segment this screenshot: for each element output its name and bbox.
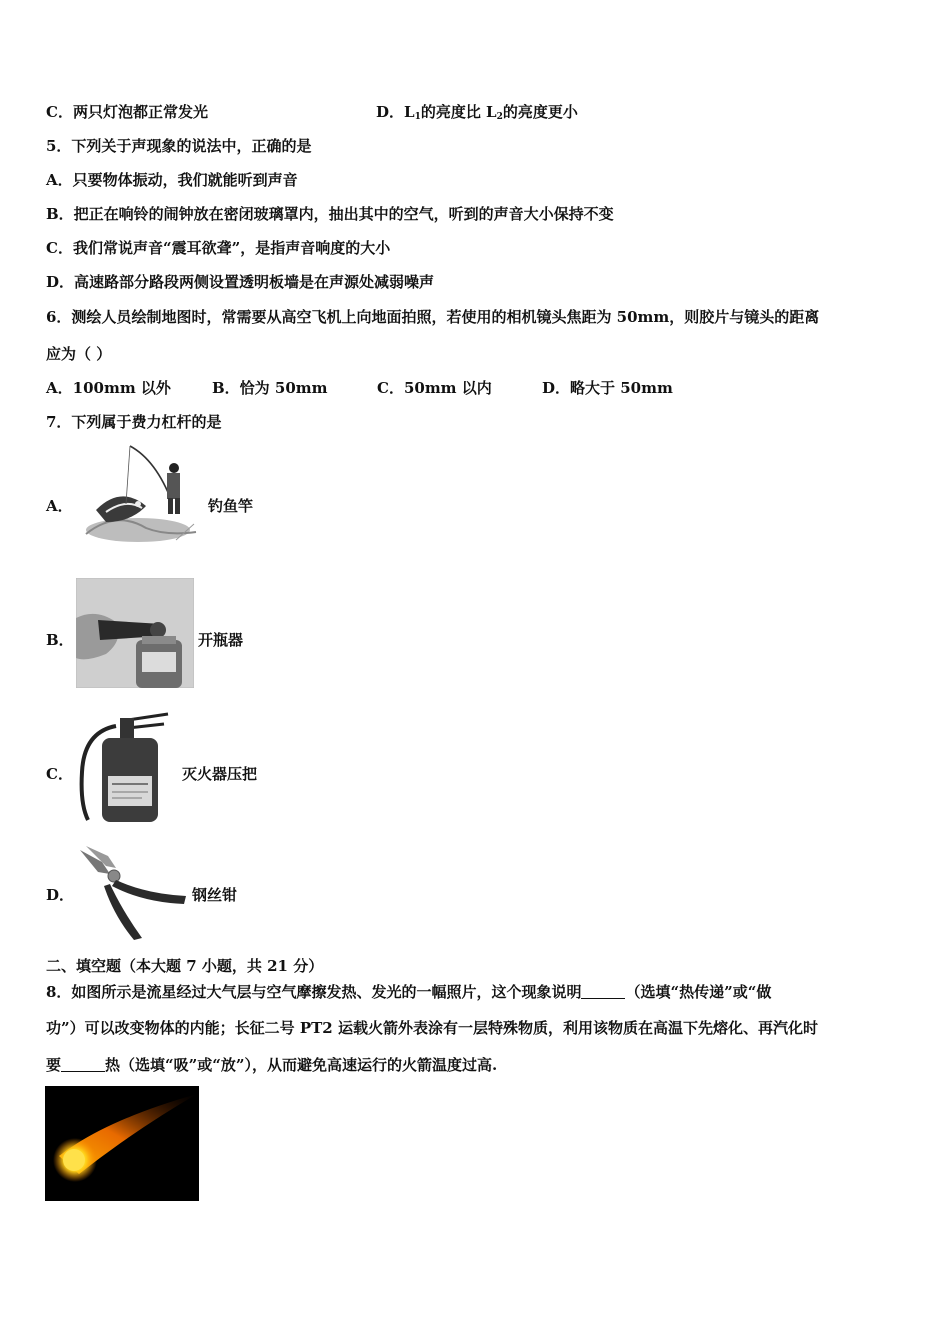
q5-option-a: A．只要物体振动，我们就能听到声音 bbox=[46, 171, 298, 189]
meteor-photo bbox=[45, 1086, 199, 1201]
q5-option-c: C．我们常说声音“震耳欲聋”，是指声音响度的大小 bbox=[46, 239, 391, 257]
q4-option-c: C．两只灯泡都正常发光 bbox=[46, 103, 208, 121]
q8-line3 bbox=[46, 1055, 497, 1075]
pliers-image bbox=[76, 844, 190, 942]
q8-line1-a: 8．如图所示是流星经过大气层与空气摩擦发热、发光的一幅照片，这个现象说明 bbox=[46, 983, 582, 1001]
q7-option-b-label: 开瓶器 bbox=[198, 631, 244, 649]
q6-option-c: C．50mm 以内 bbox=[377, 379, 492, 397]
q7-option-c-letter: C． bbox=[46, 765, 73, 783]
q7-option-d-label: 钢丝钳 bbox=[192, 886, 238, 904]
q8-blank-1 bbox=[581, 984, 625, 999]
q8-line2: 功”）可以改变物体的内能；长征二号 PT2 运载火箭外表涂有一层特殊物质，利用该物质在高温下先熔化、再汽化时 bbox=[46, 1019, 818, 1037]
q4-option-d-prefix: D．L bbox=[376, 103, 415, 121]
q7-option-b-letter: B． bbox=[46, 631, 74, 649]
q4-option-d-mid: 的亮度比 L bbox=[420, 103, 497, 121]
q8-line3-b: 热（选填“吸”或“放”），从而避免高速运行的火箭温度过高. bbox=[105, 1056, 498, 1074]
q6-option-a: A．100mm 以外 bbox=[46, 379, 171, 397]
q6-stem-line1: 6．测绘人员绘制地图时，常需要从高空飞机上向地面拍照，若使用的相机镜头焦距为 50mm，则胶片与镜头的距离 bbox=[46, 308, 820, 326]
q7-option-a-label: 钓鱼竿 bbox=[208, 497, 254, 515]
q6-option-b: B．恰为 50mm bbox=[212, 379, 328, 397]
q6-stem-line2: 应为（ ） bbox=[46, 345, 112, 363]
section2-title: 二、填空题（本大题 7 小题，共 21 分） bbox=[46, 957, 324, 975]
q5-stem: 5．下列关于声现象的说法中，正确的是 bbox=[46, 137, 312, 155]
q8-blank-2 bbox=[61, 1057, 105, 1072]
q4-option-d-sub1: 1 bbox=[414, 112, 421, 122]
fire-extinguisher-image bbox=[76, 712, 174, 822]
fishing-rod-image bbox=[76, 440, 210, 548]
q7-option-a-letter: A． bbox=[46, 497, 73, 515]
q8-line1-b: （选填“热传递”或“做 bbox=[625, 983, 772, 1001]
q8-line1 bbox=[46, 982, 771, 1002]
q7-stem: 7．下列属于费力杠杆的是 bbox=[46, 413, 222, 431]
q7-option-d-letter: D． bbox=[46, 886, 75, 904]
q5-option-d: D．高速路部分路段两侧设置透明板墙是在声源处减弱噪声 bbox=[46, 273, 435, 291]
q4-option-d bbox=[376, 102, 578, 127]
q4-option-d-sub2: 2 bbox=[496, 112, 503, 122]
q4-option-d-suffix: 的亮度更小 bbox=[502, 103, 578, 121]
q6-option-d: D．略大于 50mm bbox=[542, 379, 673, 397]
bottle-opener-image bbox=[76, 578, 194, 688]
q7-option-c-label: 灭火器压把 bbox=[182, 765, 258, 783]
q8-line3-a: 要 bbox=[46, 1056, 62, 1074]
q5-option-b: B．把正在响铃的闹钟放在密闭玻璃罩内，抽出其中的空气，听到的声音大小保持不变 bbox=[46, 205, 614, 223]
